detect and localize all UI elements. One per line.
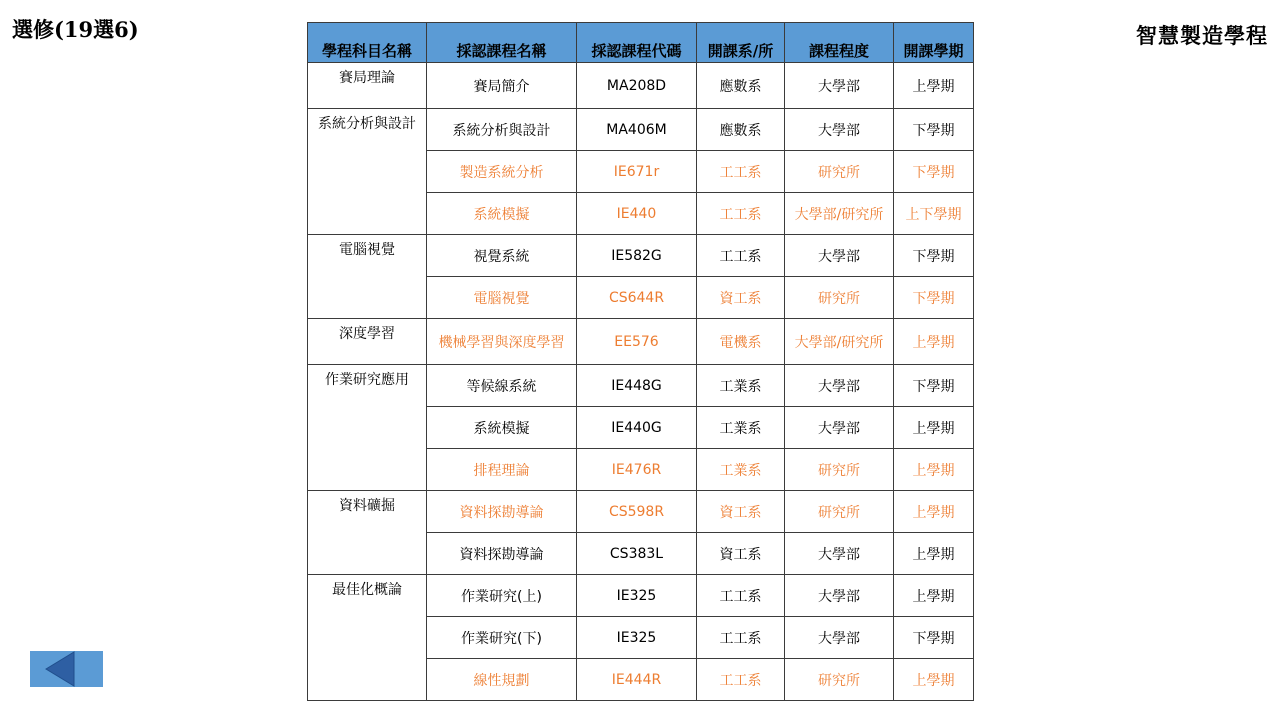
course-code-cell: IE440 bbox=[577, 193, 697, 235]
table-row bbox=[308, 365, 974, 407]
course-code-cell: IE476R bbox=[577, 449, 697, 491]
dept-cell: 工工系 bbox=[697, 151, 785, 193]
course-name-cell: 機械學習與深度學習 bbox=[427, 319, 577, 365]
course-name-cell: 資料探勘導論 bbox=[427, 533, 577, 575]
course-name-cell: 系統模擬 bbox=[427, 407, 577, 449]
dept-cell: 電機系 bbox=[697, 319, 785, 365]
level-cell: 大學部 bbox=[785, 365, 894, 407]
course-code-cell: MA208D bbox=[577, 63, 697, 109]
dept-cell: 工工系 bbox=[697, 575, 785, 617]
dept-cell: 工業系 bbox=[697, 449, 785, 491]
semester-cell: 上學期 bbox=[894, 491, 974, 533]
course-name-cell: 視覺系統 bbox=[427, 235, 577, 277]
level-cell: 大學部 bbox=[785, 617, 894, 659]
course-code-cell: IE440G bbox=[577, 407, 697, 449]
semester-cell: 上學期 bbox=[894, 449, 974, 491]
course-table bbox=[307, 22, 974, 701]
semester-cell: 上下學期 bbox=[894, 193, 974, 235]
course-code-cell: IE448G bbox=[577, 365, 697, 407]
dept-cell: 應數系 bbox=[697, 109, 785, 151]
page-title: 選修(19選6) bbox=[12, 17, 139, 42]
header-course: 採認課程名稱 bbox=[427, 23, 577, 63]
level-cell: 大學部 bbox=[785, 235, 894, 277]
dept-cell: 工業系 bbox=[697, 407, 785, 449]
semester-cell: 上學期 bbox=[894, 533, 974, 575]
subject-cell: 最佳化概論 bbox=[308, 575, 427, 701]
table-row bbox=[308, 491, 974, 533]
semester-cell: 下學期 bbox=[894, 109, 974, 151]
level-cell: 大學部 bbox=[785, 533, 894, 575]
course-code-cell: IE325 bbox=[577, 617, 697, 659]
table-header-row bbox=[308, 23, 974, 63]
dept-cell: 工工系 bbox=[697, 193, 785, 235]
dept-cell: 工工系 bbox=[697, 235, 785, 277]
header-subject: 學程科目名稱 bbox=[308, 23, 427, 63]
header-semester: 開課學期 bbox=[894, 23, 974, 63]
header-level: 課程程度 bbox=[785, 23, 894, 63]
level-cell: 研究所 bbox=[785, 449, 894, 491]
triangle-left-icon bbox=[30, 651, 103, 687]
course-name-cell: 系統模擬 bbox=[427, 193, 577, 235]
level-cell: 研究所 bbox=[785, 491, 894, 533]
semester-cell: 下學期 bbox=[894, 277, 974, 319]
course-name-cell: 製造系統分析 bbox=[427, 151, 577, 193]
table-row bbox=[308, 63, 974, 109]
header-code: 採認課程代碼 bbox=[577, 23, 697, 63]
dept-cell: 資工系 bbox=[697, 491, 785, 533]
subject-cell: 資料礦掘 bbox=[308, 491, 427, 575]
course-code-cell: IE671r bbox=[577, 151, 697, 193]
course-code-cell: CS383L bbox=[577, 533, 697, 575]
level-cell: 大學部 bbox=[785, 407, 894, 449]
course-name-cell: 資料探勘導論 bbox=[427, 491, 577, 533]
dept-cell: 資工系 bbox=[697, 533, 785, 575]
level-cell: 大學部/研究所 bbox=[785, 193, 894, 235]
course-name-cell: 排程理論 bbox=[427, 449, 577, 491]
table-row bbox=[308, 575, 974, 617]
semester-cell: 上學期 bbox=[894, 659, 974, 701]
level-cell: 大學部 bbox=[785, 109, 894, 151]
subject-cell: 深度學習 bbox=[308, 319, 427, 365]
semester-cell: 上學期 bbox=[894, 407, 974, 449]
table-row bbox=[308, 235, 974, 277]
semester-cell: 上學期 bbox=[894, 319, 974, 365]
level-cell: 大學部/研究所 bbox=[785, 319, 894, 365]
table-row bbox=[308, 319, 974, 365]
semester-cell: 下學期 bbox=[894, 365, 974, 407]
subject-cell: 電腦視覺 bbox=[308, 235, 427, 319]
level-cell: 研究所 bbox=[785, 659, 894, 701]
semester-cell: 下學期 bbox=[894, 235, 974, 277]
dept-cell: 資工系 bbox=[697, 277, 785, 319]
course-code-cell: CS598R bbox=[577, 491, 697, 533]
level-cell: 研究所 bbox=[785, 151, 894, 193]
course-code-cell: MA406M bbox=[577, 109, 697, 151]
dept-cell: 工工系 bbox=[697, 617, 785, 659]
course-name-cell: 系統分析與設計 bbox=[427, 109, 577, 151]
back-button[interactable] bbox=[30, 651, 103, 687]
level-cell: 研究所 bbox=[785, 277, 894, 319]
program-title: 智慧製造學程 bbox=[1136, 23, 1268, 48]
header-dept: 開課系/所 bbox=[697, 23, 785, 63]
course-name-cell: 線性規劃 bbox=[427, 659, 577, 701]
table-row bbox=[308, 109, 974, 151]
subject-cell: 系統分析與設計 bbox=[308, 109, 427, 235]
course-code-cell: EE576 bbox=[577, 319, 697, 365]
dept-cell: 應數系 bbox=[697, 63, 785, 109]
dept-cell: 工業系 bbox=[697, 365, 785, 407]
semester-cell: 上學期 bbox=[894, 575, 974, 617]
course-name-cell: 賽局簡介 bbox=[427, 63, 577, 109]
semester-cell: 下學期 bbox=[894, 617, 974, 659]
course-name-cell: 作業研究(下) bbox=[427, 617, 577, 659]
course-code-cell: CS644R bbox=[577, 277, 697, 319]
semester-cell: 上學期 bbox=[894, 63, 974, 109]
course-name-cell: 作業研究(上) bbox=[427, 575, 577, 617]
course-code-cell: IE582G bbox=[577, 235, 697, 277]
course-name-cell: 等候線系統 bbox=[427, 365, 577, 407]
subject-cell: 作業研究應用 bbox=[308, 365, 427, 491]
dept-cell: 工工系 bbox=[697, 659, 785, 701]
semester-cell: 下學期 bbox=[894, 151, 974, 193]
level-cell: 大學部 bbox=[785, 575, 894, 617]
course-code-cell: IE444R bbox=[577, 659, 697, 701]
subject-cell: 賽局理論 bbox=[308, 63, 427, 109]
level-cell: 大學部 bbox=[785, 63, 894, 109]
course-name-cell: 電腦視覺 bbox=[427, 277, 577, 319]
course-code-cell: IE325 bbox=[577, 575, 697, 617]
